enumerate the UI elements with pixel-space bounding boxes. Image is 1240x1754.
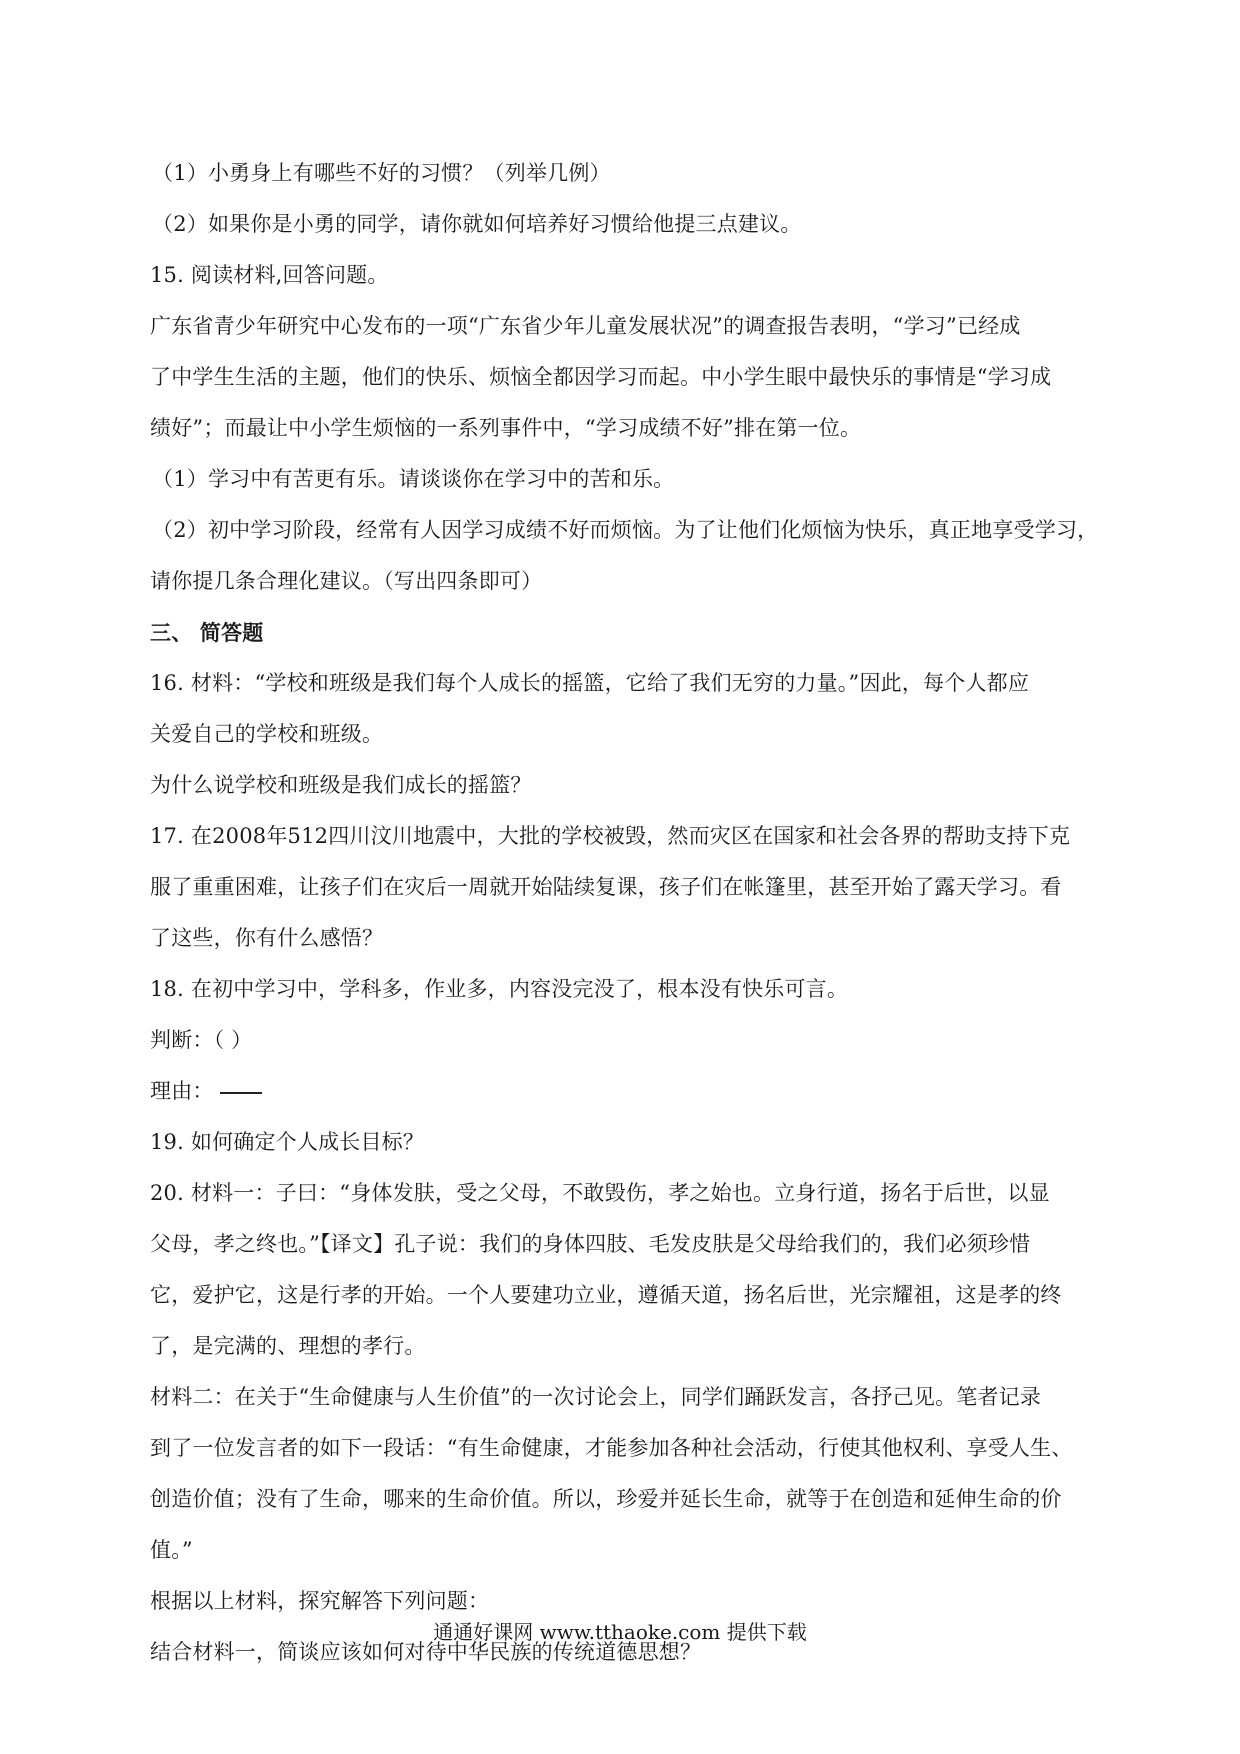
page-footer: 通通好课网 www.tthaoke.com 提供下载 bbox=[433, 1620, 807, 1644]
q18-judge: 判断：（ ） bbox=[150, 1028, 253, 1052]
q20-material1-line: 了，是完满的、理想的孝行。 bbox=[150, 1334, 426, 1358]
section-3-heading: 三、 简答题 bbox=[150, 620, 264, 645]
q15-material-line: 了中学生生活的主题，他们的快乐、烦恼全都因学习而起。中小学生眼中最快乐的事情是“学习成 bbox=[150, 365, 1052, 389]
q18-reason-label: 理由： bbox=[150, 1079, 214, 1103]
q17-line: 17. 在2008年512四川汶川地震中，大批的学校被毁，然而灾区在国家和社会各界的帮助支持下克 bbox=[150, 824, 1071, 848]
q20-material1-line: 20. 材料一：子曰：“身体发肤，受之父母，不敢毁伤，孝之始也。立身行道，扬名于后世，以显 bbox=[150, 1181, 1050, 1205]
q20-question-1: 结合材料一，简谈应该如何对待中华民族的传统道德思想？ bbox=[150, 1640, 702, 1664]
q15-sub-question-2: （2）初中学习阶段，经常有人因学习成绩不好而烦恼。为了让他们化烦恼为快乐，真正地享受学习， bbox=[152, 518, 1099, 542]
answer-blank bbox=[220, 1091, 262, 1094]
document-body bbox=[150, 148, 1100, 1678]
q15-sub-question-2-cont: 请你提几条合理化建议。（写出四条即可） bbox=[150, 569, 543, 593]
q17-line: 服了重重困难，让孩子们在灾后一周就开始陆续复课，孩子们在帐篷里，甚至开始了露天学习。看 bbox=[150, 875, 1062, 899]
q18-title: 18. 在初中学习中，学科多，作业多，内容没完没了，根本没有快乐可言。 bbox=[150, 977, 849, 1001]
q20-instruction: 根据以上材料，探究解答下列问题： bbox=[150, 1589, 490, 1613]
q20-material2-line: 值。” bbox=[150, 1538, 193, 1562]
q19-title: 19. 如何确定个人成长目标？ bbox=[150, 1130, 425, 1154]
q14-sub-question-1: （1）小勇身上有哪些不好的习惯？（列举几例） bbox=[152, 161, 611, 185]
q15-material-line: 绩好”；而最让中小学生烦恼的一系列事件中，“学习成绩不好”排在第一位。 bbox=[150, 416, 862, 440]
q15-title: 15. 阅读材料,回答问题。 bbox=[150, 263, 389, 287]
q16-question: 为什么说学校和班级是我们成长的摇篮？ bbox=[150, 773, 532, 797]
q16-line: 16. 材料：“学校和班级是我们每个人成长的摇篮，它给了我们无穷的力量。”因此，每个人都应 bbox=[150, 671, 1030, 695]
q15-sub-question-1: （1）学习中有苦更有乐。请谈谈你在学习中的苦和乐。 bbox=[152, 467, 675, 491]
q15-material-line: 广东省青少年研究中心发布的一项“广东省少年儿童发展状况”的调查报告表明，“学习”已经成 bbox=[150, 314, 1021, 338]
q17-line: 了这些，你有什么感悟？ bbox=[150, 926, 384, 950]
q14-sub-question-2: （2）如果你是小勇的同学，请你就如何培养好习惯给他提三点建议。 bbox=[152, 212, 802, 236]
q20-material1-line: 父母，孝之终也。”【译文】孔子说：我们的身体四肢、毛发皮肤是父母给我们的，我们必须珍惜 bbox=[150, 1232, 1031, 1256]
q20-material2-line: 到了一位发言者的如下一段话：“有生命健康，才能参加各种社会活动，行使其他权利、享受人生、 bbox=[150, 1436, 1073, 1460]
q20-material2-line: 材料二：在关于“生命健康与人生价值”的一次讨论会上，同学们踊跃发言，各抒己见。笔者记录 bbox=[150, 1385, 1042, 1409]
q20-material1-line: 它，爱护它，这是行孝的开始。一个人要建功立业，遵循天道，扬名后世，光宗耀祖，这是孝的终 bbox=[150, 1283, 1062, 1307]
q16-line: 关爱自己的学校和班级。 bbox=[150, 722, 384, 746]
q18-reason bbox=[150, 1066, 1100, 1117]
q20-material2-line: 创造价值；没有了生命，哪来的生命价值。所以，珍爱并延长生命，就等于在创造和延伸生命的价 bbox=[150, 1487, 1062, 1511]
